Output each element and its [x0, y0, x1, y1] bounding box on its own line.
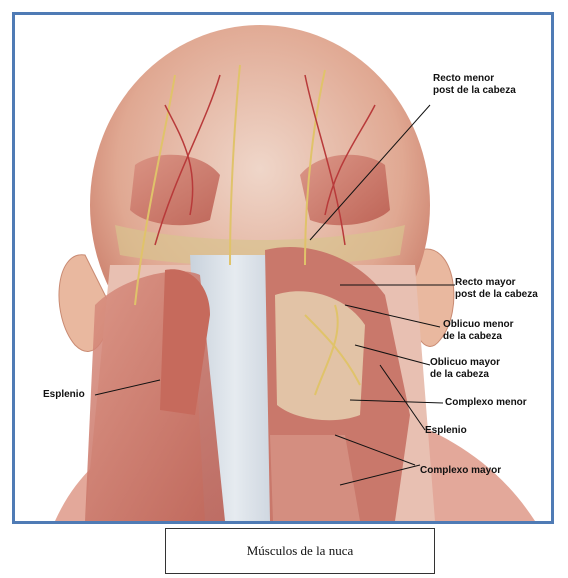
label-recto-mayor: Recto mayor post de la cabeza	[455, 277, 538, 300]
left-occipitalis	[130, 155, 220, 225]
figure-caption: Músculos de la nuca	[246, 543, 354, 558]
complexus-major	[270, 435, 360, 521]
label-complexo-mayor: Complexo mayor	[420, 465, 502, 476]
suboccipital-region	[275, 291, 365, 420]
label-esplenio-right: Esplenio	[425, 425, 467, 436]
label-oblicuo-menor: Oblicuo menor de la cabeza	[443, 319, 514, 342]
figure-frame	[12, 12, 554, 524]
label-oblicuo-mayor: Oblicuo mayor de la cabeza	[430, 357, 501, 380]
caption-box	[165, 528, 435, 574]
label-recto-menor: Recto menor post de la cabeza	[433, 73, 516, 96]
label-complexo-menor: Complexo menor	[445, 397, 527, 408]
label-esplenio-left: Esplenio	[43, 389, 85, 400]
